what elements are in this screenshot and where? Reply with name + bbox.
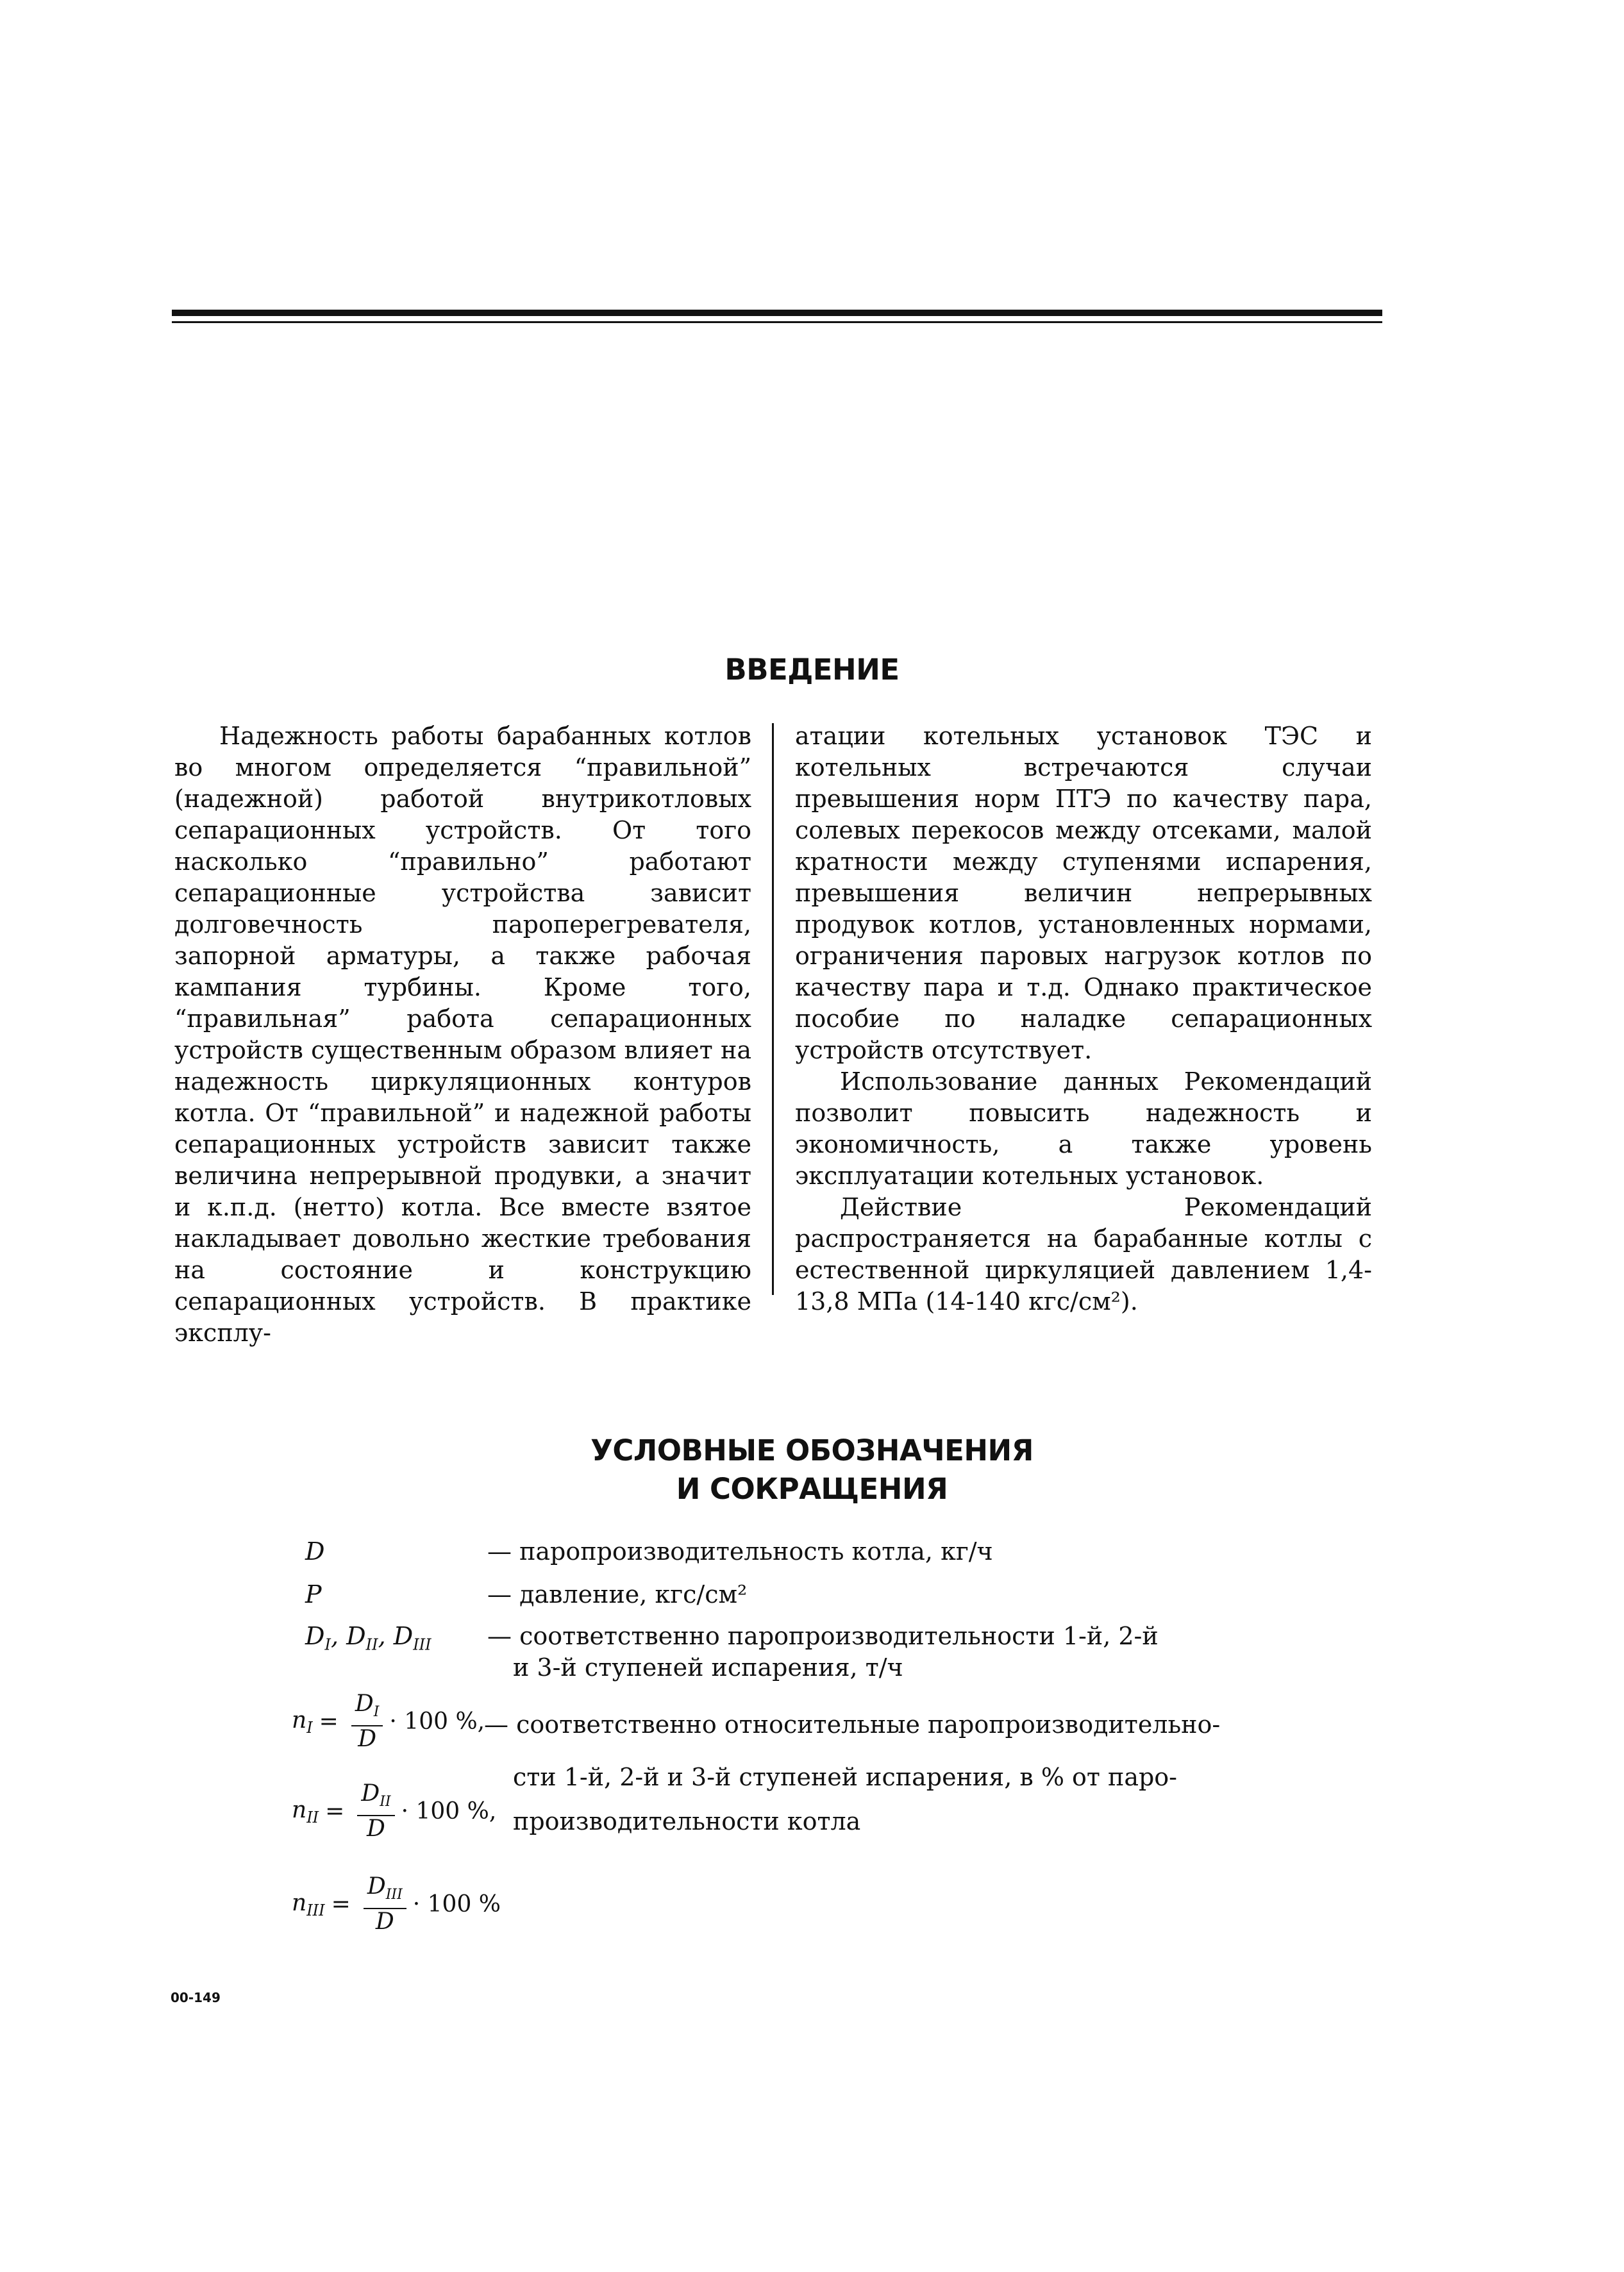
column-divider (772, 723, 774, 1295)
symbols-heading-line2: И СОКРАЩЕНИЯ (676, 1472, 948, 1506)
formula-n2: $n_{II}$ = $\frac{D_{II}}{D}$ · 100 %, (292, 1780, 497, 1842)
formula-desc-line2: сти 1-й, 2-й и 3-й ступеней испарения, в % от паро- (513, 1763, 1178, 1791)
formula-desc-line3: производительности котла (513, 1807, 861, 1835)
formula-n1: $n_I$ = $\frac{D_I}{D}$ · 100 %, (292, 1691, 485, 1753)
intro-paragraph-1-continued: атации котельных установок ТЭС и котельных встречаются случаи превышения норм ПТЭ по качеству пара, солевых перекосов между отсеками, малой кратности между ступенями испарения, превышения величин непрерывных продувок котлов, установленных нормами, ограничения паровых нагрузок котлов по качеству пара и т.д. Однако практическое пособие по наладке сепарационных устройств отсутствует. (795, 722, 1372, 1064)
intro-paragraph-2: Использование данных Рекомендаций позволит повысить надежность и экономичность, а также уровень эксплуатации котельных установок. (795, 1067, 1372, 1190)
symbols-heading-line1: УСЛОВНЫЕ ОБОЗНАЧЕНИЯ (590, 1433, 1034, 1467)
intro-paragraph-3: Действие Рекомендаций распространяется на барабанные котлы с естественной циркуляцией давлением 1,4-13,8 МПа (14-140 кгс/см²). (795, 1193, 1372, 1316)
symbol-p-desc: — давление, кгс/см² (487, 1580, 748, 1608)
intro-right-column (795, 721, 1372, 1317)
symbol-d-stages-desc: — соответственно паропроизводительности 1-й, 2-й и 3-й ступеней испарения, т/ч (487, 1622, 1159, 1682)
symbol-d-stages: $D_I$, $D_{II}$, $D_{III}$ (305, 1622, 431, 1654)
footer-code: 00-149 (171, 1990, 221, 2005)
symbol-d-desc: — паропроизводительность котла, кг/ч (487, 1537, 993, 1566)
formula-n3: $n_{III}$ = $\frac{D_{III}}{D}$ · 100 % (292, 1873, 501, 1935)
intro-left-column (174, 721, 751, 1349)
symbol-p: P (305, 1580, 322, 1608)
symbol-d: D (305, 1537, 325, 1566)
intro-heading: ВВЕДЕНИЕ (724, 653, 900, 687)
top-rule-thick (172, 310, 1382, 316)
top-rule-thin (172, 321, 1382, 323)
intro-paragraph-1: Надежность работы барабанных котлов во многом определяется “правильной” (надежной) работой внутрикотловых сепарационных устройств. От того насколько “правильно” работают сепарационные устройства зависит долговечность пароперегревателя, запорной арматуры, а также рабочая кампания турбины. Кроме того, “правильная” работа сепарационных устройств существенным образом влияет на надежность циркуляционных контуров котла. От “правильной” и надежной работы сепарационных устройств зависит также величина непрерывной продувки, а значит и к.п.д. (нетто) котла. Все вместе взятое накладывает довольно жесткие требования на состояние и конструкцию сепарационных устройств. В практике эксплу- (174, 722, 751, 1347)
symbols-heading (0, 1432, 1624, 1508)
formula-desc-line1: — соответственно относительные паропроизводительно- (484, 1710, 1221, 1739)
